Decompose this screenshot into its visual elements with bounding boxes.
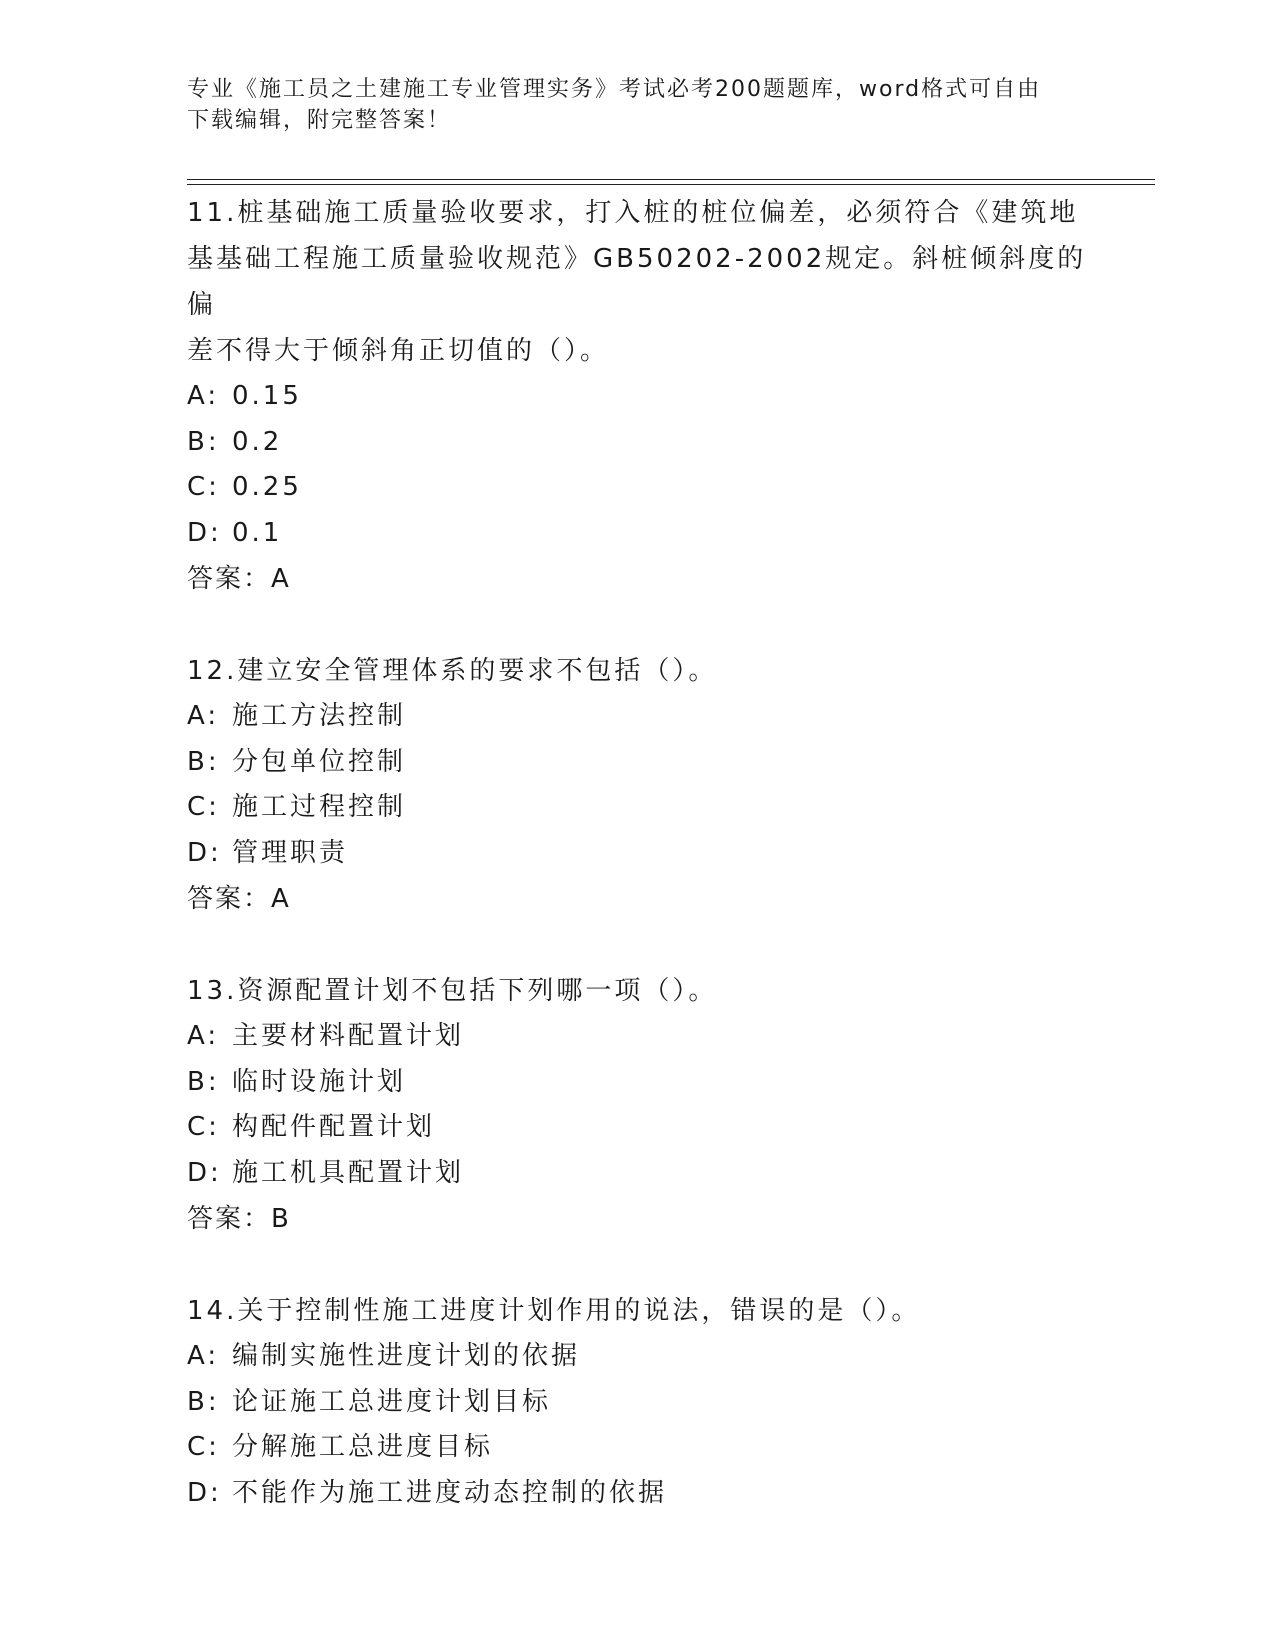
option-letter: B: [187, 1386, 220, 1417]
option-letter: C: [187, 472, 220, 502]
option-text: 0.15 [232, 381, 302, 411]
option-a [187, 1014, 1087, 1060]
answer-value: B [271, 1204, 291, 1234]
question-stem-line: 14.关于控制性施工进度计划作用的说法，错误的是（）。 [187, 1296, 921, 1326]
option-letter: D: [187, 517, 222, 548]
option-text: 分解施工总进度目标 [232, 1432, 494, 1462]
option-letter: A: [187, 701, 220, 731]
question-stem-line: 13.资源配置计划不包括下列哪一项（）。 [187, 976, 718, 1006]
option-text: 构配件配置计划 [232, 1112, 436, 1142]
option-d [187, 831, 1087, 877]
option-b [187, 1060, 1087, 1106]
option-letter: D: [187, 1157, 222, 1188]
answer-line [187, 1196, 1087, 1242]
option-letter: A: [187, 1341, 220, 1371]
question-13 [187, 968, 1087, 1242]
option-text: 0.1 [232, 517, 283, 548]
answer-value: A [271, 564, 291, 594]
option-text: 管理职责 [232, 837, 349, 868]
option-b [187, 1380, 1087, 1426]
option-text: 编制实施性进度计划的依据 [232, 1341, 581, 1371]
answer-line [187, 876, 1087, 922]
option-text: 论证施工总进度计划目标 [232, 1386, 552, 1417]
option-text: 临时设施计划 [232, 1066, 407, 1097]
option-letter: D: [187, 837, 222, 868]
option-text: 施工过程控制 [232, 792, 407, 822]
question-stem-line: 12.建立安全管理体系的要求不包括（）。 [187, 656, 718, 686]
option-b [187, 740, 1087, 786]
option-a [187, 1334, 1087, 1380]
option-letter: D: [187, 1477, 222, 1508]
header-line-1: 专业《施工员之土建施工专业管理实务》考试必考200题题库，word格式可自由 [187, 77, 1042, 102]
answer-line [187, 556, 1087, 602]
option-c [187, 785, 1087, 831]
answer-label: 答案： [187, 1204, 272, 1234]
answer-label: 答案： [187, 884, 272, 914]
header-line-2: 下载编辑，附完整答案！ [187, 108, 452, 133]
option-text: 0.25 [232, 472, 302, 502]
option-d [187, 1471, 1087, 1517]
question-stem-line: 11.桩基础施工质量验收要求，打入桩的桩位偏差，必须符合《建筑地 [187, 198, 1079, 228]
option-a [187, 374, 1087, 420]
option-letter: C: [187, 792, 220, 822]
question-12 [187, 648, 1087, 922]
document-header [187, 74, 1087, 136]
header-divider-bottom [187, 184, 1155, 185]
question-stem-line: 差不得大于倾斜角正切值的（）。 [187, 336, 610, 366]
option-c [187, 1105, 1087, 1151]
question-11 [187, 190, 1087, 602]
option-d [187, 1151, 1087, 1197]
option-letter: C: [187, 1112, 220, 1142]
option-text: 主要材料配置计划 [232, 1021, 465, 1051]
option-letter: A: [187, 381, 220, 411]
question-stem-line: 基基础工程施工质量验收规范》GB50202-2002规定。斜桩倾斜度的偏 [187, 244, 1087, 320]
option-text: 分包单位控制 [232, 746, 407, 777]
question-14 [187, 1288, 1087, 1516]
option-letter: C: [187, 1432, 220, 1462]
option-text: 施工机具配置计划 [232, 1157, 465, 1188]
question-list [187, 190, 1087, 1562]
option-text: 不能作为施工进度动态控制的依据 [232, 1477, 668, 1508]
header-divider-top [187, 179, 1155, 180]
option-c [187, 465, 1087, 511]
option-letter: B: [187, 426, 220, 457]
option-text: 0.2 [232, 426, 283, 457]
option-letter: B: [187, 1066, 220, 1097]
answer-label: 答案： [187, 564, 272, 594]
option-d [187, 511, 1087, 557]
option-letter: A: [187, 1021, 220, 1051]
option-letter: B: [187, 746, 220, 777]
option-text: 施工方法控制 [232, 701, 407, 731]
option-b [187, 420, 1087, 466]
option-a [187, 694, 1087, 740]
option-c [187, 1425, 1087, 1471]
answer-value: A [271, 884, 291, 914]
